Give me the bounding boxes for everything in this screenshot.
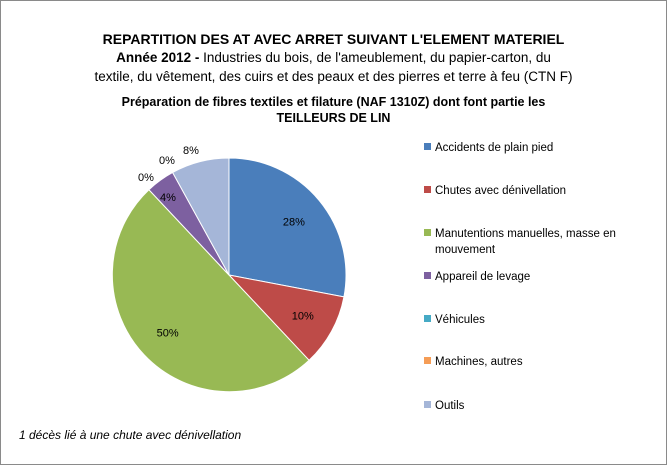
subtitle-text-1: Industries du bois, de l'ameublement, du papier-carton, du xyxy=(203,50,551,65)
chart-title: REPARTITION DES AT AVEC ARRET SUIVANT L'ELEMENT MATERIEL xyxy=(102,31,565,47)
chart-subtitle-line-2: textile, du vêtement, des cuirs et des peaux et des pierres et terre à feu (CTN F) xyxy=(94,69,573,84)
legend-swatch xyxy=(424,229,431,236)
data-label-machines-autres: 0% xyxy=(159,155,175,167)
legend-swatch xyxy=(424,357,431,364)
legend-swatch xyxy=(424,315,431,322)
data-label-vehicules: 0% xyxy=(138,172,154,184)
legend-label: Accidents de plain pied xyxy=(435,142,554,154)
legend-label: Chutes avec dénivellation xyxy=(435,185,567,197)
subtitle-year: Année 2012 xyxy=(116,50,192,65)
legend-label: Véhicules xyxy=(435,314,485,326)
chart-subtitle2-line-1: Préparation de fibres textiles et filature (NAF 1310Z) dont font partie les xyxy=(121,95,546,109)
data-label-accidents-de-plain-pied: 28% xyxy=(282,216,305,229)
data-label-appareil-de-levage: 4% xyxy=(160,192,176,204)
data-label-outils: 8% xyxy=(183,145,199,157)
legend-label: Machines, autres xyxy=(435,356,523,368)
legend-swatch xyxy=(424,401,431,408)
legend-swatch xyxy=(424,272,431,279)
footnote: 1 décès lié à une chute avec dénivellation xyxy=(19,428,242,442)
legend-label: Appareil de levage xyxy=(435,271,531,283)
subtitle-separator: - xyxy=(191,50,204,65)
legend-swatch xyxy=(424,186,431,193)
chart-subtitle2-line-2: TEILLEURS DE LIN xyxy=(276,111,391,125)
data-label-chutes-avec-denivellation: 10% xyxy=(291,310,314,323)
legend-label: Manutentions manuelles, masse en mouvement xyxy=(435,228,616,256)
data-label-manutentions-manuelles-masse-en-mouvement: 50% xyxy=(156,327,179,340)
legend-swatch xyxy=(424,143,431,150)
legend-label: Outils xyxy=(435,400,465,412)
